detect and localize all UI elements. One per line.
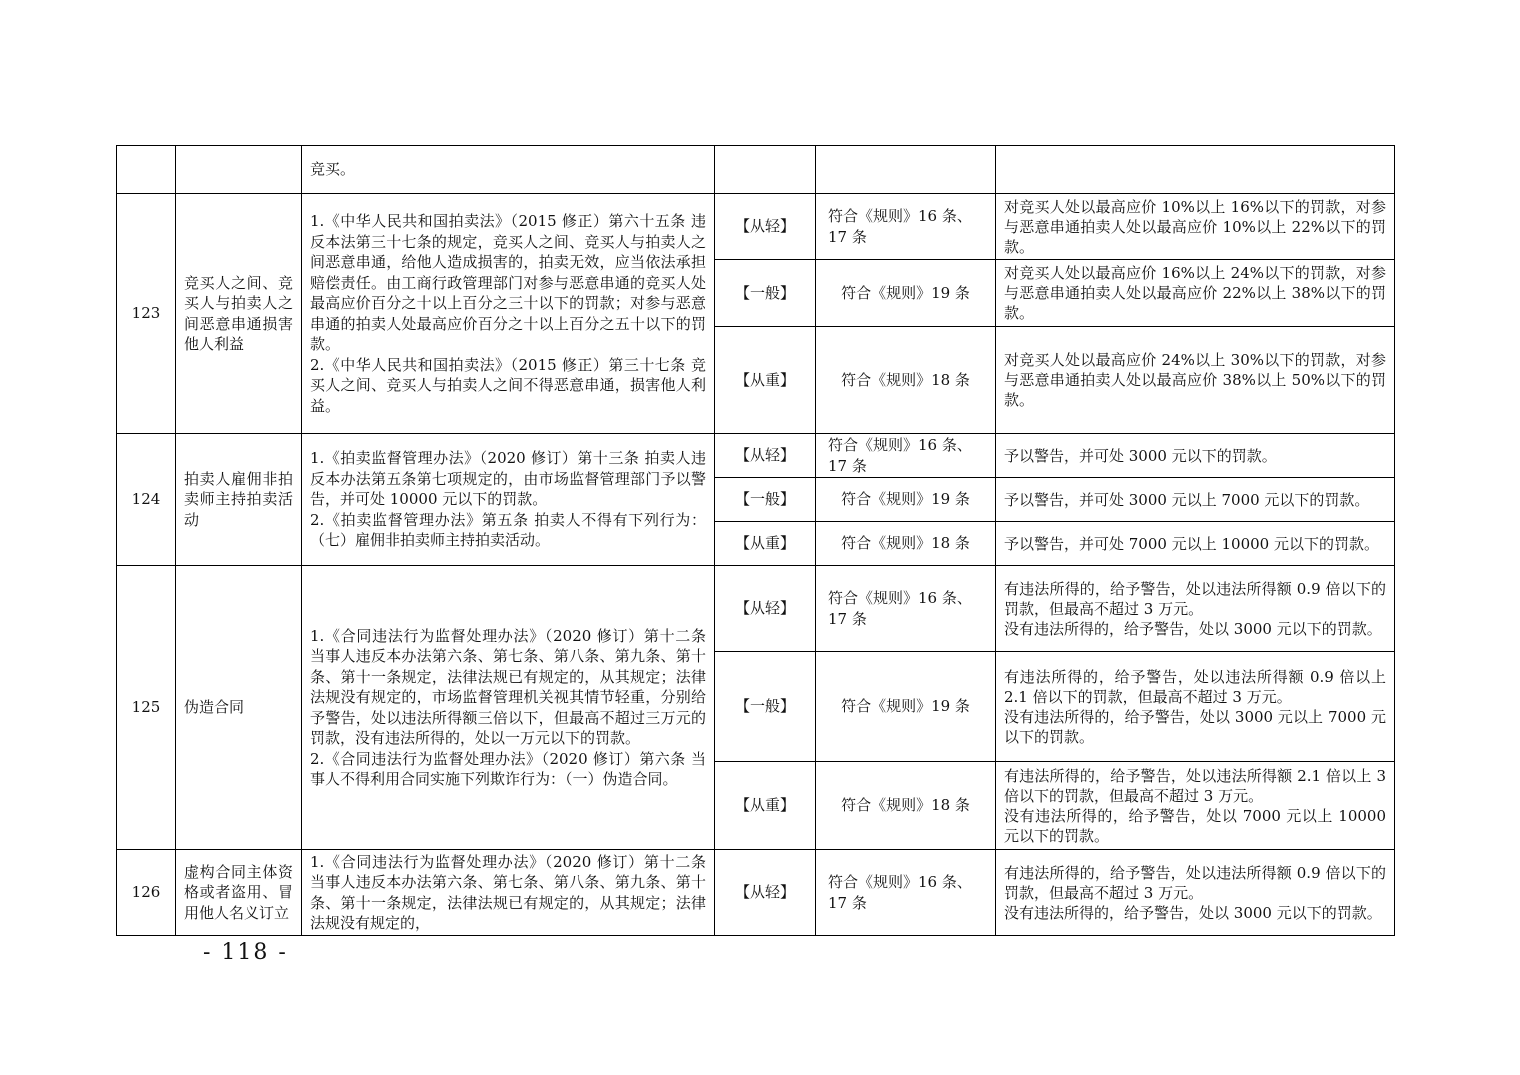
applicable-condition: 符合《规则》18 条 [816, 327, 996, 434]
penalty-standard [996, 478, 1395, 522]
table-row [117, 146, 1395, 194]
legal-basis [302, 194, 715, 434]
basis-paragraph: 1.《拍卖监督管理办法》（2020 修订）第十三条 拍卖人违反本办法第五条第七项规定的，由市场监督管理部门予以警告，并可处 10000 元以下的罚款。 [310, 449, 706, 509]
table-row [117, 850, 1395, 936]
penalty-standard [996, 762, 1395, 850]
basis-paragraph: 1.《中华人民共和国拍卖法》（2015 修正）第六十五条 违反本法第三十七条的规定，竞买人之间、竞买人与拍卖人之间恶意串通，给他人造成损害的，拍卖无效，应当依法承担赔偿责任。由工商行政管理部门对参与恶意串通的竞买人处最高应价百分之十以上百分之三十以下的罚款；对参与恶意串通的拍卖人处最高应价百分之十以上百分之五十以下的罚款。 [310, 212, 706, 353]
discretion-level: 【从轻】 [715, 850, 816, 936]
row-number: 124 [117, 434, 176, 566]
legal-basis [302, 850, 715, 936]
applicable-condition [816, 146, 996, 194]
violation-item: 虚构合同主体资格或者盗用、冒用他人名义订立 [176, 850, 302, 936]
discretion-level: 【从重】 [715, 762, 816, 850]
penalty-paragraph: 对竞买人处以最高应价 16%以上 24%以下的罚款，对参与恶意串通拍卖人处以最高应价 22%以上 38%以下的罚款。 [1004, 264, 1386, 322]
penalty-paragraph: 予以警告，并可处 3000 元以下的罚款。 [1004, 446, 1277, 465]
discretion-level: 【从轻】 [715, 194, 816, 260]
basis-paragraph: 2.《拍卖监督管理办法》第五条 拍卖人不得有下列行为：（七）雇佣非拍卖师主持拍卖活动。 [310, 510, 706, 550]
discretion-level: 【一般】 [715, 260, 816, 327]
applicable-condition: 符合《规则》18 条 [816, 762, 996, 850]
penalty-paragraph: 有违法所得的，给予警告，处以违法所得额 0.9 倍以上 2.1 倍以下的罚款，但最高不超过 3 万元。 [1004, 667, 1386, 706]
violation-item: 拍卖人雇佣非拍卖师主持拍卖活动 [176, 434, 302, 566]
discretion-level: 【从重】 [715, 522, 816, 566]
penalty-paragraph: 有违法所得的，给予警告，处以违法所得额 0.9 倍以下的罚款，但最高不超过 3 万元。 [1004, 863, 1386, 902]
penalty-standard [996, 566, 1395, 652]
applicable-condition: 符合《规则》19 条 [816, 652, 996, 762]
penalty-standard [996, 146, 1395, 194]
basis-paragraph: 竞买。 [310, 160, 356, 179]
penalty-table [116, 145, 1395, 936]
penalty-paragraph: 有违法所得的，给予警告，处以违法所得额 2.1 倍以上 3 倍以下的罚款，但最高不超过 3 万元。 [1004, 766, 1386, 805]
penalty-standard [996, 522, 1395, 566]
discretion-level: 【一般】 [715, 478, 816, 522]
penalty-standard [996, 327, 1395, 434]
penalty-paragraph: 对竞买人处以最高应价 10%以上 16%以下的罚款，对参与恶意串通拍卖人处以最高应价 10%以上 22%以下的罚款。 [1004, 197, 1386, 256]
applicable-condition: 符合《规则》16 条、17 条 [816, 194, 996, 260]
penalty-paragraph: 对竞买人处以最高应价 24%以上 30%以下的罚款，对参与恶意串通拍卖人处以最高应价 38%以上 50%以下的罚款。 [1004, 351, 1386, 409]
violation-item: 伪造合同 [176, 566, 302, 850]
discretion-level: 【从轻】 [715, 566, 816, 652]
row-number: 123 [117, 194, 176, 434]
violation-item [176, 146, 302, 194]
penalty-paragraph: 予以警告，并可处 3000 元以上 7000 元以下的罚款。 [1004, 490, 1370, 509]
legal-basis [302, 434, 715, 566]
discretion-level [715, 146, 816, 194]
penalty-standard [996, 850, 1395, 936]
applicable-condition: 符合《规则》18 条 [816, 522, 996, 566]
violation-item: 竞买人之间、竞买人与拍卖人之间恶意串通损害他人利益 [176, 194, 302, 434]
penalty-paragraph: 没有违法所得的，给予警告，处以 3000 元以下的罚款。 [1004, 903, 1382, 922]
applicable-condition: 符合《规则》19 条 [816, 478, 996, 522]
penalty-standard [996, 652, 1395, 762]
discretion-level: 【一般】 [715, 652, 816, 762]
applicable-condition: 符合《规则》19 条 [816, 260, 996, 327]
basis-paragraph: 2.《合同违法行为监督处理办法》（2020 修订）第六条 当事人不得利用合同实施下列欺诈行为：（一）伪造合同。 [310, 749, 706, 788]
penalty-paragraph: 没有违法所得的，给予警告，处以 3000 元以上 7000 元以下的罚款。 [1004, 707, 1386, 746]
row-number: 126 [117, 850, 176, 936]
applicable-condition: 符合《规则》16 条、17 条 [816, 850, 996, 936]
basis-paragraph: 1.《合同违法行为监督处理办法》（2020 修订）第十二条 当事人违反本办法第六条、第七条、第八条、第九条、第十条、第十一条规定，法律法规已有规定的，从其规定；法律法规没有规定的， [310, 852, 706, 932]
table-row [117, 434, 1395, 478]
row-number [117, 146, 176, 194]
penalty-standard [996, 194, 1395, 260]
penalty-paragraph: 有违法所得的，给予警告，处以违法所得额 0.9 倍以下的罚款，但最高不超过 3 万元。 [1004, 579, 1386, 618]
penalty-standard [996, 434, 1395, 478]
penalty-paragraph: 没有违法所得的，给予警告，处以 3000 元以下的罚款。 [1004, 619, 1382, 638]
basis-paragraph: 1.《合同违法行为监督处理办法》（2020 修订）第十二条 当事人违反本办法第六条、第七条、第八条、第九条、第十条、第十一条规定，法律法规已有规定的，从其规定；法律法规没有规定的，市场监督管理机关视其情节轻重，分别给予警告，处以违法所得额三倍以下，但最高不超过三万元的罚款，没有违法所得的，处以一万元以下的罚款。 [310, 626, 706, 747]
table-row [117, 566, 1395, 652]
legal-basis [302, 566, 715, 850]
legal-basis [302, 146, 715, 194]
discretion-level: 【从重】 [715, 327, 816, 434]
applicable-condition: 符合《规则》16 条、17 条 [816, 566, 996, 652]
penalty-paragraph: 予以警告，并可处 7000 元以上 10000 元以下的罚款。 [1004, 534, 1379, 553]
page-number: - 118 - [203, 940, 288, 965]
penalty-standard [996, 260, 1395, 327]
penalty-paragraph: 没有违法所得的，给予警告，处以 7000 元以上 10000 元以下的罚款。 [1004, 806, 1386, 845]
applicable-condition: 符合《规则》16 条、17 条 [816, 434, 996, 478]
row-number: 125 [117, 566, 176, 850]
discretion-level: 【从轻】 [715, 434, 816, 478]
basis-paragraph: 2.《中华人民共和国拍卖法》（2015 修正）第三十七条 竞买人之间、竞买人与拍卖人之间不得恶意串通，损害他人利益。 [310, 355, 706, 415]
table-row [117, 194, 1395, 260]
